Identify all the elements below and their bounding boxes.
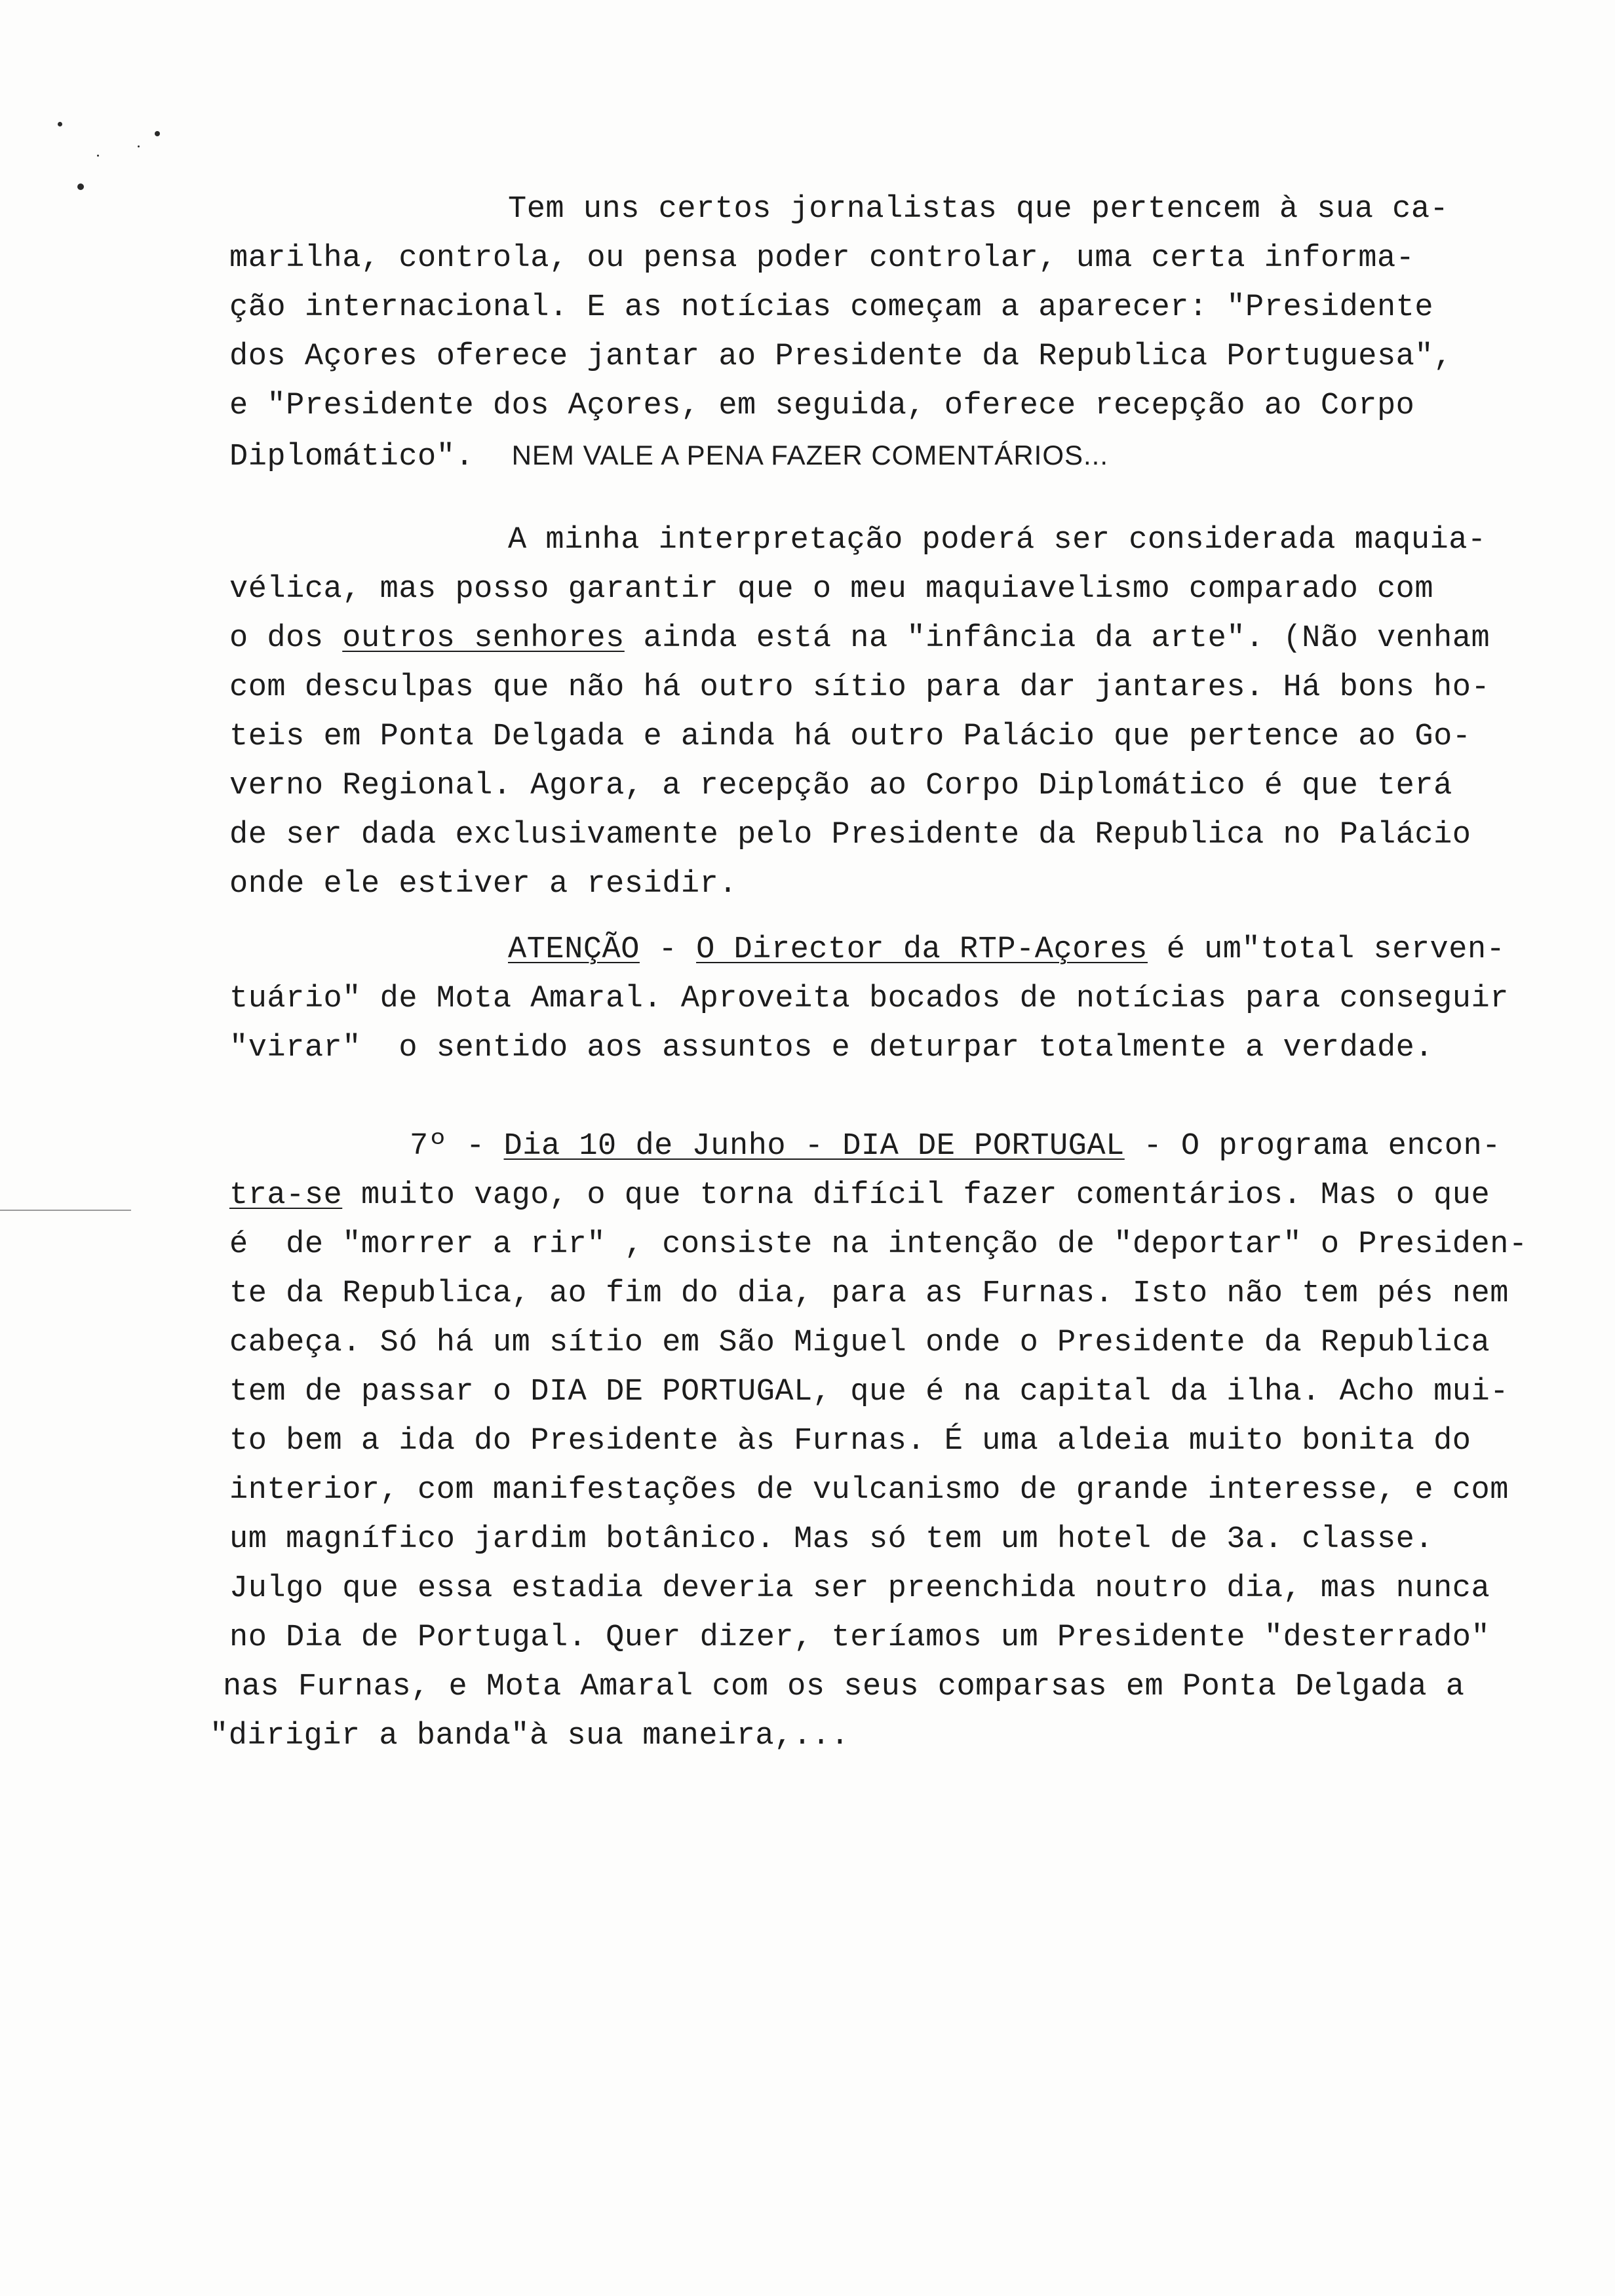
text-run: teis em Ponta Delgada e ainda há outro Palácio que pertence ao Go- [229,719,1471,754]
text-run: no Dia de Portugal. Quer dizer, teríamos um Presidente "desterrado" [229,1620,1490,1655]
text-line [229,718,1471,757]
scan-speck [77,183,84,190]
text-line [229,436,1108,477]
text-run: é de "morrer a rir" , consiste na intenção de "deportar" o Presiden- [229,1227,1528,1262]
text-line [229,570,1433,609]
text-run: - O programa encon- [1124,1129,1501,1164]
text-run: ainda está na "infância da arte". (Não venham [624,621,1490,656]
scan-speck [138,145,140,147]
uppercase-text: NEM VALE A PENA FAZER COMENTÁRIOS... [511,440,1109,470]
text-line [229,1471,1509,1510]
text-line [229,387,1414,426]
text-line [229,239,1414,278]
margin-rule [0,1210,131,1211]
text-run: Tem uns certos jornalistas que pertencem à sua ca- [508,192,1449,227]
text-run: interior, com manifestações de vulcanismo de grande interesse, e com [229,1473,1509,1508]
text-line [229,1422,1471,1461]
text-line [229,816,1471,855]
text-line [223,1668,1465,1707]
text-run: 7º - [410,1129,504,1164]
text-line [229,337,1452,377]
text-line [229,1618,1490,1658]
text-run: onde ele estiver a residir. [229,867,738,902]
text-run: A minha interpretação poderá ser considerada maquia- [508,523,1487,558]
text-run: tem de passar o DIA DE PORTUGAL, que é na capital da ilha. Acho mui- [229,1375,1509,1409]
text-run: verno Regional. Agora, a recepção ao Corpo Diplomático é que terá [229,769,1452,803]
text-line [229,767,1452,806]
scan-speck [58,122,62,126]
text-run: tuário" de Mota Amaral. Aproveita bocados de notícias para conseguir [229,982,1509,1016]
text-line [229,1176,1490,1215]
text-line [229,980,1509,1019]
text-line [229,1274,1509,1314]
text-line [229,1029,1433,1068]
underlined-text: Dia 10 de Junho - DIA DE PORTUGAL [503,1129,1125,1164]
underlined-text: outros senhores [342,621,625,656]
text-run: um magnífico jardim botânico. Mas só tem um hotel de 3a. classe. [229,1522,1434,1557]
text-run: Julgo que essa estadia deveria ser preenchida noutro dia, mas nunca [229,1571,1490,1606]
text-run: de ser dada exclusivamente pelo Presidente da Republica no Palácio [229,818,1471,852]
text-line [229,1520,1433,1559]
text-line [508,930,1505,970]
scan-speck [97,155,99,157]
text-run: marilha, controla, ou pensa poder controlar, uma certa informa- [229,241,1415,276]
text-run: nas Furnas, e Mota Amaral com os seus comparsas em Ponta Delgada a [223,1670,1465,1704]
scan-speck [155,131,160,136]
text-line [229,1569,1490,1609]
text-line [229,1225,1528,1265]
text-line [210,1717,849,1756]
text-run: "dirigir a banda"à sua maneira,... [210,1719,849,1753]
text-run: muito vago, o que torna difícil fazer comentários. Mas o que [342,1178,1490,1213]
text-run: o dos [229,621,343,656]
text-run: cabeça. Só há um sítio em São Miguel onde o Presidente da Republica [229,1326,1490,1360]
text-line [229,619,1490,659]
text-run: te da Republica, ao fim do dia, para as Furnas. Isto não tem pés nem [229,1276,1509,1311]
text-run: - [639,932,697,967]
text-run: vélica, mas posso garantir que o meu maquiavelismo comparado com [229,572,1434,607]
text-line [229,288,1433,328]
text-run: dos Açores oferece jantar ao Presidente da Republica Portuguesa", [229,339,1452,374]
text-run: Diplomático". [229,440,512,474]
text-line [229,865,737,904]
text-run: com desculpas que não há outro sítio para dar jantares. Há bons ho- [229,670,1490,705]
text-line [229,1324,1490,1363]
underlined-text: tra-se [229,1178,343,1213]
text-line [229,1373,1509,1412]
text-run: e "Presidente dos Açores, em seguida, oferece recepção ao Corpo [229,389,1415,423]
text-run: é um"total serven- [1147,932,1506,967]
text-line [410,1127,1501,1166]
text-line [508,521,1487,560]
text-run: ção internacional. E as notícias começam a aparecer: "Presidente [229,290,1434,325]
text-line [229,668,1490,708]
text-run: "virar" o sentido aos assuntos e deturpar totalmente a verdade. [229,1031,1434,1065]
text-line [508,190,1449,229]
underlined-text: O Director da RTP-Açores [696,932,1148,967]
underlined-text: ATENÇÃO [508,932,640,967]
text-run: to bem a ida do Presidente às Furnas. É uma aldeia muito bonita do [229,1424,1471,1459]
